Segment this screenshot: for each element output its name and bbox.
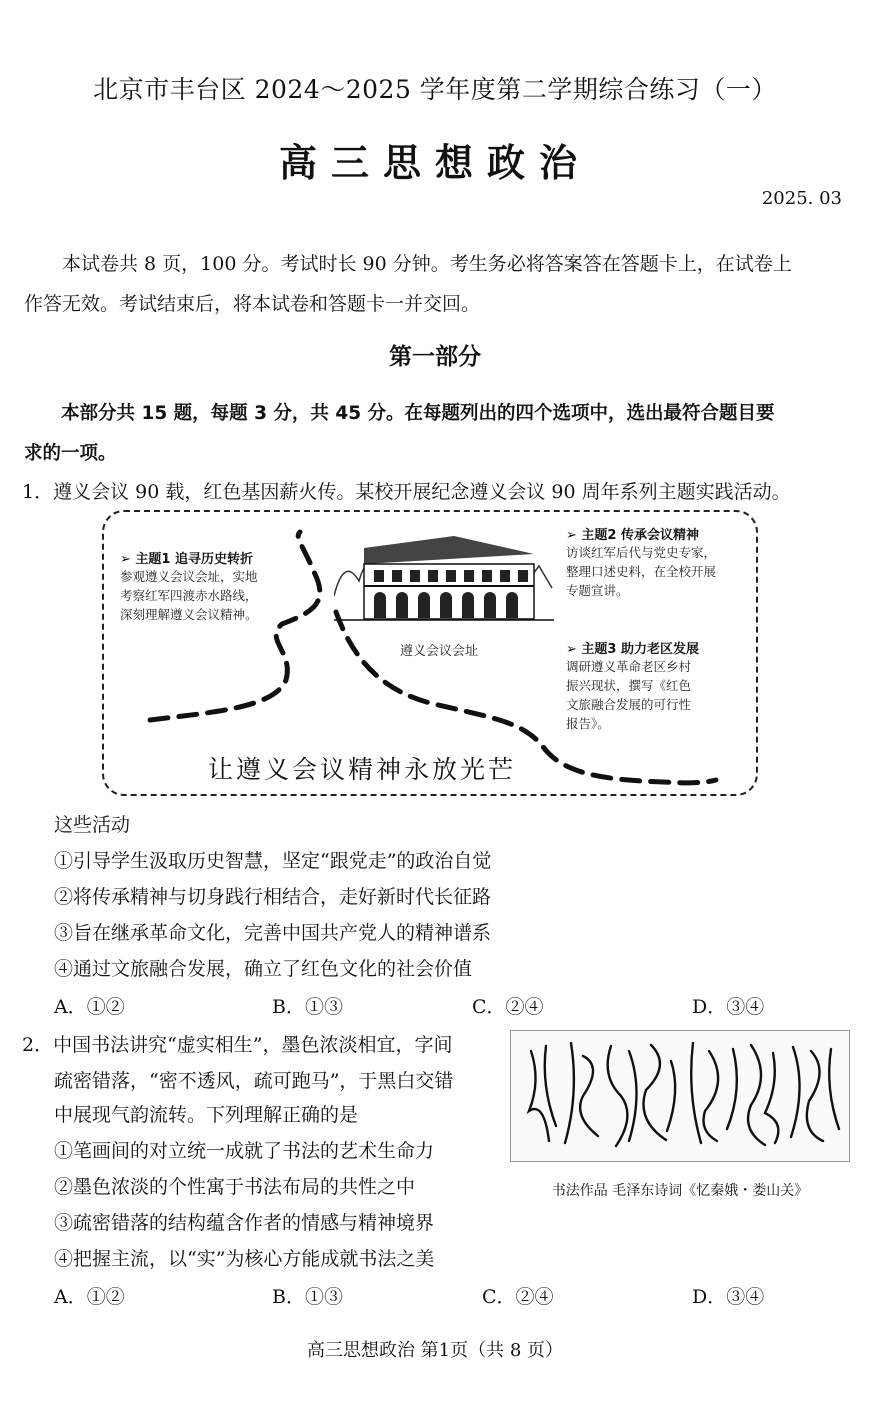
question-2-choice-c[interactable]: C．②④ [482,1286,554,1308]
topic-1-line-2: 考察红军四渡赤水路线， [120,588,258,603]
question-1-choice-a[interactable]: A．①② [54,996,125,1018]
question-1-choice-c[interactable]: C．②④ [472,996,544,1018]
question-1-choice-d[interactable]: D．③④ [692,996,765,1018]
instructions-line-2: 作答无效。考试结束后，将本试卷和答题卡一并交回。 [24,293,481,315]
building-caption: 遵义会议会址 [400,644,479,659]
topic-3-line-4: 报告》。 [566,716,610,731]
topic-2-line-2: 整理口述史料，在全校开展 [566,564,717,579]
part-desc-line-1: 本部分共 15 题，每题 3 分，共 45 分。在每题列出的四个选项中，选出最符合题目要 [61,403,775,424]
topic-2-line-3: 专题宣讲。 [566,583,629,598]
question-1-item-3: ③旨在继承革命文化，完善中国共产党人的精神谱系 [54,922,492,944]
topic-3-line-1: 调研遵义革命老区乡村 [566,659,692,674]
topic-1-block [120,548,258,624]
part-desc-line-2: 求的一项。 [24,443,117,464]
subject-title: 高三思想政治 [278,141,591,185]
exam-title: 北京市丰台区 2024～2025 学年度第二学期综合练习（一） [93,75,777,104]
question-1-item-4: ④通过文旅融合发展，确立了红色文化的社会价值 [54,958,473,980]
topic-3-title: ➢ 主题3 助力老区发展 [566,642,699,657]
question-2-choice-b[interactable]: B．①③ [272,1286,343,1308]
topic-1-line-3: 深刻理解遵义会议精神。 [120,607,258,622]
question-2-choice-d[interactable]: D．③④ [692,1286,765,1308]
question-1-item-1: ①引导学生汲取历史智慧，坚定“跟党走”的政治自觉 [54,850,492,872]
question-2-item-1: ①笔画间的对立统一成就了书法的艺术生命力 [54,1140,435,1162]
topic-2-title: ➢ 主题2 传承会议精神 [566,528,699,543]
question-2-item-4: ④把握主流，以“实”为核心方能成就书法之美 [54,1248,435,1270]
topic-2-line-1: 访谈红军后代与党史专家， [566,545,717,560]
calligraphy-artwork [510,1030,850,1162]
question-1-lead: 这些活动 [54,814,131,836]
question-1-figure [102,510,758,796]
question-2-stem-line-3: 中展现气韵流转。下列理解正确的是 [54,1104,359,1126]
question-2-item-3: ③疏密错落的结构蕴含作者的情感与精神境界 [54,1212,435,1234]
topic-1-line-1: 参观遵义会议会址，实地 [120,569,258,584]
calligraphy-caption: 书法作品 毛泽东诗词《忆秦娥・娄山关》 [551,1183,809,1199]
question-2-choice-a[interactable]: A．①② [54,1286,125,1308]
topic-3-block [566,638,699,733]
topic-3-line-3: 文旅融合发展的可行性 [566,697,692,712]
question-1-item-2: ②将传承精神与切身践行相结合，走好新时代长征路 [54,886,492,908]
part-title: 第一部分 [389,344,481,370]
question-1-choice-b[interactable]: B．①③ [272,996,343,1018]
exam-date: 2025. 03 [761,188,842,209]
topic-1-title: ➢ 主题1 追寻历史转折 [120,552,253,567]
calligraphy-strokes [511,1031,849,1161]
question-2-item-2: ②墨色浓淡的个性寓于书法布局的共性之中 [54,1176,416,1198]
page-footer: 高三思想政治 第1页（共 8 页） [306,1340,564,1361]
part-description [24,394,846,474]
question-2-stem-line-2: 疏密错落，“密不透风，疏可跑马”，于黑白交错 [54,1070,454,1092]
instructions-line-1: 本试卷共 8 页，100 分。考试时长 90 分钟。考生务必将答案答在答题卡上，在试卷上 [62,253,792,275]
topic-3-line-2: 振兴现状，撰写《红色 [566,678,692,693]
exam-instructions [24,244,846,324]
zunyi-building-illustration [334,526,554,626]
question-1-stem: 1．遵义会议 90 载，红色基因薪火传。某校开展纪念遵义会议 90 周年系列主题实践活动。 [22,481,791,503]
question-2-stem-line-1: 2．中国书法讲究“虚实相生”，墨色浓淡相宜，字间 [22,1034,453,1056]
figure-slogan: 让遵义会议精神永放光芒 [208,755,517,784]
topic-2-block [566,524,716,600]
